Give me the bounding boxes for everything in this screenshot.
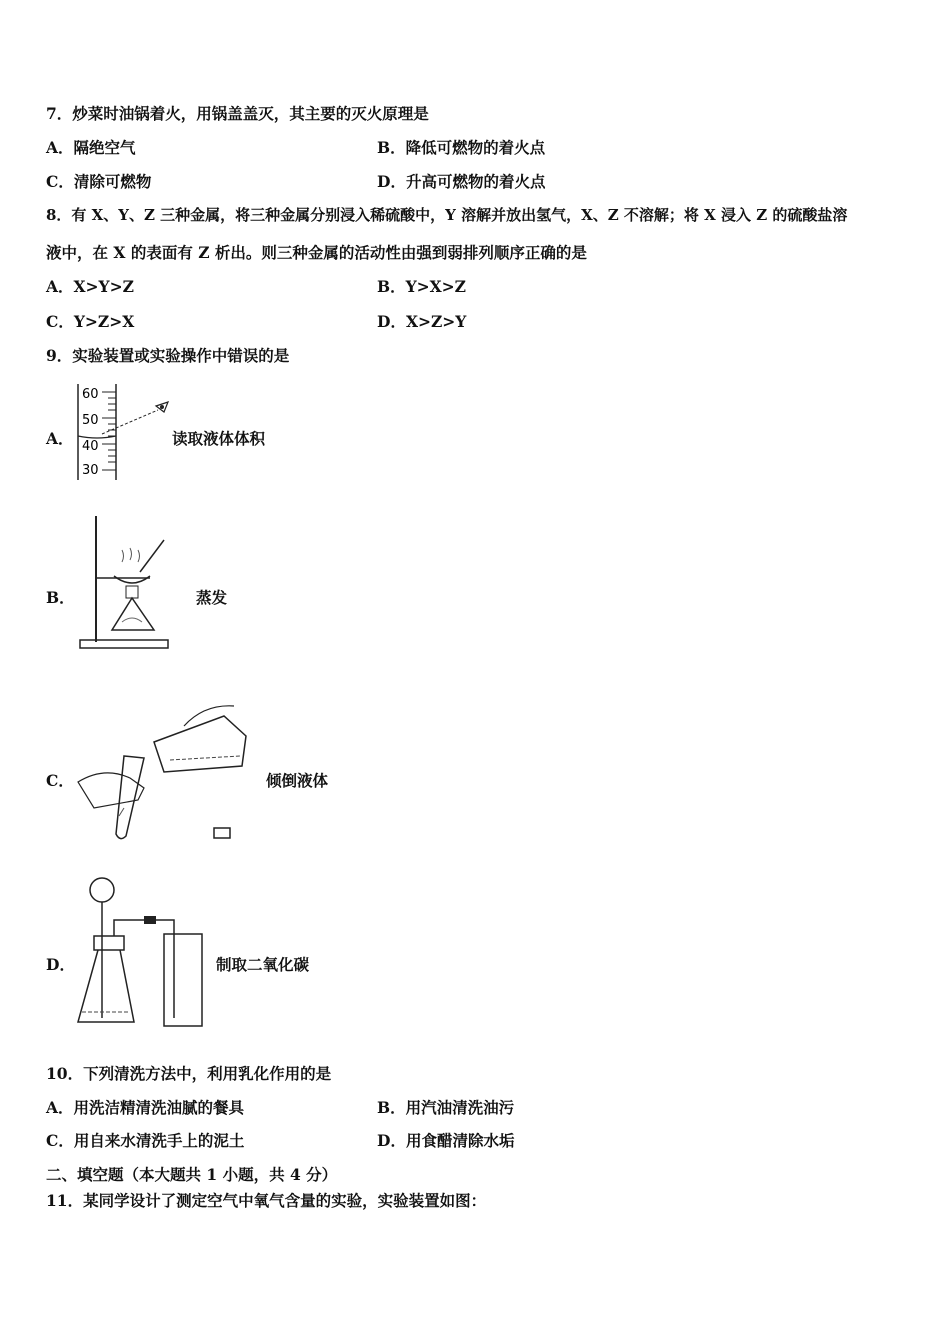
conical-flask-icon xyxy=(78,950,134,1022)
q10-option-d: D．用食醋清除水垢 xyxy=(377,1131,515,1150)
funnel-icon xyxy=(90,878,114,902)
q9-option-b-caption: 蒸发 xyxy=(196,588,228,607)
evaporation-apparatus-figure xyxy=(78,512,178,652)
glass-rod-icon xyxy=(140,540,164,572)
q9-stem: 9．实验装置或实验操作中错误的是 xyxy=(46,346,290,365)
q9-option-c-label: C． xyxy=(46,771,74,790)
evaporating-dish-icon xyxy=(114,576,150,583)
q9-option-a-caption: 读取液体体积 xyxy=(172,429,266,448)
q8-option-b: B．Y>X>Z xyxy=(377,277,466,296)
cylinder-tick-40: 40 xyxy=(82,439,99,454)
cylinder-tick-60: 60 xyxy=(82,387,99,402)
cylinder-tick-30: 30 xyxy=(82,463,99,478)
q9-option-d-label: D． xyxy=(46,955,75,974)
q10-option-b: B．用汽油清洗油污 xyxy=(377,1098,515,1117)
q8-option-d: D．X>Z>Y xyxy=(377,312,467,331)
alcohol-lamp-icon xyxy=(112,598,154,630)
q7-stem: 7．炒菜时油锅着火，用锅盖盖灭，其主要的灭火原理是 xyxy=(46,104,429,123)
q10-option-c: C．用自来水清洗手上的泥土 xyxy=(46,1131,245,1150)
q7-option-a: A．隔绝空气 xyxy=(46,138,136,157)
pouring-liquid-figure xyxy=(74,696,254,846)
q8-stem-line2: 液中，在 X 的表面有 Z 析出。则三种金属的活动性由强到弱排列顺序正确的是 xyxy=(46,243,587,262)
stopper-icon xyxy=(94,936,124,950)
q10-stem: 10．下列清洗方法中，利用乳化作用的是 xyxy=(46,1064,332,1083)
gas-collecting-bottle-icon xyxy=(164,934,202,1026)
hand-icon xyxy=(184,706,234,726)
q9-option-a-label: A． xyxy=(46,429,74,448)
q7-option-c: C．清除可燃物 xyxy=(46,172,152,191)
q8-stem-line1: 8．有 X、Y、Z 三种金属，将三种金属分别浸入稀硫酸中，Y 溶解并放出氢气，X、Z 不溶解；将 X 浸入 Z 的硫酸盐溶 xyxy=(46,206,848,224)
stopper-icon xyxy=(214,828,230,838)
graduated-cylinder-figure xyxy=(72,382,172,482)
section-2-title: 二、填空题（本大题共 1 小题，共 4 分） xyxy=(46,1165,338,1184)
q9-option-c-caption: 倾倒液体 xyxy=(266,771,329,790)
q8-option-c: C．Y>Z>X xyxy=(46,312,135,331)
co2-generation-apparatus-figure xyxy=(74,876,214,1028)
q7-option-b: B．降低可燃物的着火点 xyxy=(377,138,546,157)
q8-option-a: A．X>Y>Z xyxy=(46,277,134,296)
q10-option-a: A．用洗洁精清洗油腻的餐具 xyxy=(46,1098,245,1117)
q9-option-d-caption: 制取二氧化碳 xyxy=(216,955,310,974)
q9-option-b-label: B． xyxy=(46,588,75,607)
cylinder-tick-50: 50 xyxy=(82,413,99,428)
q7-option-d: D．升高可燃物的着火点 xyxy=(377,172,546,191)
q11-stem: 11．某同学设计了测定空气中氧气含量的实验，实验装置如图： xyxy=(46,1191,487,1210)
reagent-bottle-icon xyxy=(154,716,246,772)
